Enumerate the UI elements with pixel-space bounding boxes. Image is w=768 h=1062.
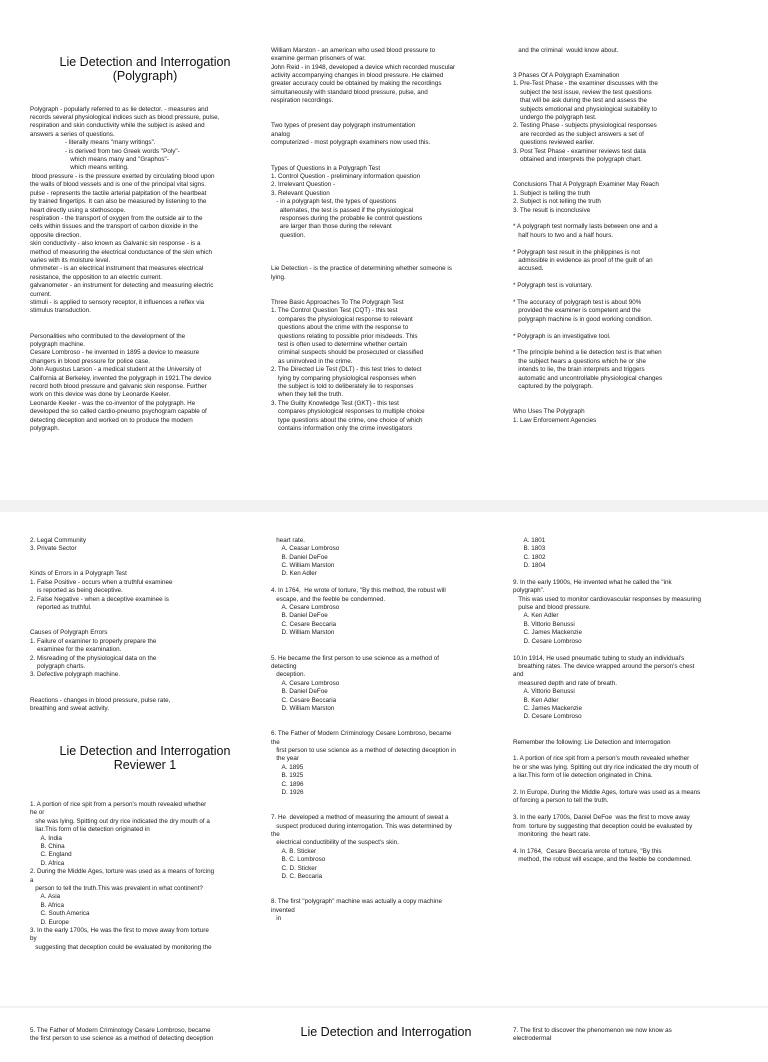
document-page-2 [0, 512, 768, 1006]
page2-col2-body: heart rate. A. Ceasar Lombroso B. Daniel DeFoe C. William Marston D. Ken Adler 4. In 1764, He wrote of torture, "By this method, the robust will escape, and the feeble be condemned. A. Cesare Lombroso B. Daniel DeFoe C. Cesare Beccaria D. William Marston 5. He became the first person to use science as a method of detecting deception. A. Cesare Lombroso B. Daniel DeFoe C. Cesare Beccaria D. William Marston 6. The Father of Modern Criminology Cesare Lombroso, became the first person to use science as a method of detecting deception in the year A. 1895 B. 1925 C. 1896 D. 1926 7. He developed a method of measuring the amount of sweat a suspect produced during interrogation. This was determined by the electrical conductibility of the suspect's skin. A. B. Sticker B. C. Lombroso C. D. Sticker D. C. Beccaria 8. The first "polygraph" machine was actually a copy machine invented in [271, 536, 456, 923]
page3-col1-body: 5. The Father of Modern Criminology Cesare Lombroso, became the first person to use science as a method of detecting deception [30, 1026, 214, 1043]
page3-column-3 [513, 1010, 743, 1060]
page3-title: Lie Detection and Interrogation [300, 1024, 472, 1039]
page2-col1-body-top: 2. Legal Community 3. Private Sector Kinds of Errors in a Polygraph Test 1. False Positive - occurs when a truthful examinee is reported as being deceptive. 2. False Negative - when a deceptive examinee is reported as truthful. Causes of Polygraph Errors 1. Failure of examiner to properly prepare the examinee for the examination. 2. Misreading of the physiological data on the polygraph charts. 3. Defective polygraph machine. Reactions - changes in blood pressure, pulse rate, breathing and sweat activity. [30, 536, 173, 712]
page1-column-2 [271, 30, 501, 450]
page2-column-3 [513, 520, 743, 881]
page2-column-1 [30, 520, 260, 969]
page1-col3-body: and the criminal would know about. 3 Phases Of A Polygraph Examination 1. Pre-Test Phase - the examiner discusses with the subject the test issue, review the test questions that will be ask during the test and assess the subjects emotional and physiological suitability to undergo the polygraph test. 2. Testing Phase - subjects physiological responses are recorded as the subject answers a set of questions reviewed earlier. 3. Post Test Phase - examiner reviews test data obtained and interprets the polygraph chart. Conclusions That A Polygraph Examiner May Reach 1. Subject is telling the truth 2. Subject is not telling the truth 3. The result is inconclusive * A polygraph test normally lasts between one and a half hours to two and a half hours. * Polygraph test result in the philippines is not admissible in evidence as proof of the guilt of an accused. * Polygraph test is voluntary. * The accuracy of polygraph test is about 90% provided the examiner is competent and the polygraph machine is in good working condition. * Polygraph is an investigative tool. * The principle behind a lie detection test is that when the subject hears a questions which he or she intends to lie, the brain interprets and triggers automatic and uncontrollable physiological changes captured by the polygraph. Who Uses The Polygraph 1. Law Enforcement Agencies [513, 46, 663, 424]
page3-column-1 [30, 1010, 260, 1060]
page3-col3-body: 7. The first to discover the phenomenon we now know as electrodermal [513, 1026, 672, 1043]
reviewer-title: Lie Detection and Interrogation Reviewer 1 [59, 744, 231, 773]
page2-column-2 [271, 520, 501, 940]
page1-column-1 [30, 28, 260, 450]
page2-col3-body: A. 1801 B. 1803 C. 1802 D. 1804 9. In the early 1900s, He invented what he called the "ink polygraph". This was used to monitor cardiovascular responses by measuring pulse and blood pressure. A. Ken Adler B. Vittorio Benussi C. James Mackenzie D. Cesare Lombroso 10.In 1914, He used pneumatic tubing to study an individual's breathing rates. The device wrapped around the person's chest and measured depth and rate of breath. A. Vittorio Benussi B. Ken Adler C. James Mackenzie D. Cesare Lombroso Remember the following: Lie Detection and Interrogation 1. A portion of rice spit from a person's mouth revealed whether he or she was lying. Spitting out dry rice indicated the dry mouth of a liar.This form of lie detection originated in China. 2. In Europe, During the Middle Ages, torture was used as a means of forcing a person to tell the truth. 3. In the early 1700s, Daniel DeFoe was the first to move away from torture by suggesting that deception could be evaluated by monitoring the heart rate. 4. In 1764, Cesare Beccaria wrote of torture, "By this method, the robust will escape, and the feeble be condemned. [513, 536, 701, 864]
page1-col2-body: William Marston - an american who used blood pressure to examine german prisoners of war. John Reid - in 1948, developed a device which recorded muscular activity accompanying changes in blood pressure. He claimed greater accuracy could be obtained by making the recordings simultaneously with standard blood pressure, pulse, and respiration recordings. Two types of present day polygraph instrumentation analog computerized - most polygraph examiners now used this. Types of Questions in a Polygraph Test 1. Control Question - preliminary information question 2. Irrelevant Question - 3. Relevant Question - in a polygraph test, the types of questions alternates, the test is passed if the physiological responses during the probable lie control questions are larger than those during the relevant question. Lie Detection - is the practice of determining whether someone is lying. Three Basic Approaches To The Polygraph Test 1. The Control Question Test (CQT) - this test compares the physiological response to relevant questions about the crime with the response to questions relating to possible prior misdeeds. This test is often used to determine whether certain criminal suspects should be prosecuted or classified as uninvolved in the crime. 2. The Directed Lie Test (DLT) - this test tries to detect lying by comparing physiological responses when the subject is told to deliberately lie to responses when they tell the truth. 3. The Guilty Knowledge Test (GKT) - this test compares physiological responses to multiple choice type questions about the crime, one choice of which contains information only the crime investigators [271, 46, 456, 433]
page1-column-3 [513, 30, 743, 442]
page2-col1-body-bottom: 1. A portion of rice spit from a person's mouth revealed whether he or she was lying. Spitting out dry rice indicated the dry mouth of a liar.This form of lie detection originated in A. India B. China C. England D. Africa 2. During the Middle Ages, torture was used as a means of forcing a person to tell the truth.This was prevalent in what continent? A. Asia B. Africa C. South America D. Europe 3. In the early 1700s, He was the first to move away from torture by suggesting that deception could be evaluated by monitoring the [30, 800, 215, 951]
document-title: Lie Detection and Interrogation (Polygraph) [59, 54, 231, 83]
document-page-1 [0, 0, 768, 500]
page1-col1-body: Polygraph - popularly referred to as lie detector. - measures and records several physiological indices such as blood pressure, pulse, respiration and skin conductivity while the subject is asked and answers a series of questions. - literally means "many writings". - is derived from two Greek words "Poly"- which means many and "Graphos"- which means writing. blood pressure - is the pressure exerted by circulating blood upon the walls of blood vessels and is one of the principal vital signs. pulse - represents the tactile arterial palpitation of the heartbeat by trained fingertips. It can also be measured by listening to the heart directly using a stethoscope. respiration - the transport of oxygen from the outside air to the cells within tissues and the transport of carbon dioxide in the opposite direction. skin conductivity - also known as Galvanic sin response - is a method of measuring the electrical conductance of the skin which varies with its moisture level. ohmmeter - is an electrical instrument that measures electrical resistance, the opposition to an electric current. galvanometer - an instrument for detecting and measuring electric current. stimuli - is applied to sensory receptor, it influences a reflex via stimulus transduction. Personalities who contributed to the development of the polygraph machine. Cesare Lombroso - he invented in 1895 a device to measure changers in blood pressure for police case. John Augustus Larson - a medical student at the University of California at Berkeley, invented the polygraph in 1921.The device record both blood pressure and galvanic skin response. Further work on this device was done by Leonarde Keeler. Leonarde Keeler - was the co-inventor of the polygraph. He developed the so called cardio-pneumo psychogram capable of detecting deception and worked on to produce the modern polygraph. [30, 105, 220, 433]
document-page-3 [0, 1008, 768, 1043]
page3-column-2 [271, 1008, 501, 1062]
page-separator [0, 500, 768, 512]
